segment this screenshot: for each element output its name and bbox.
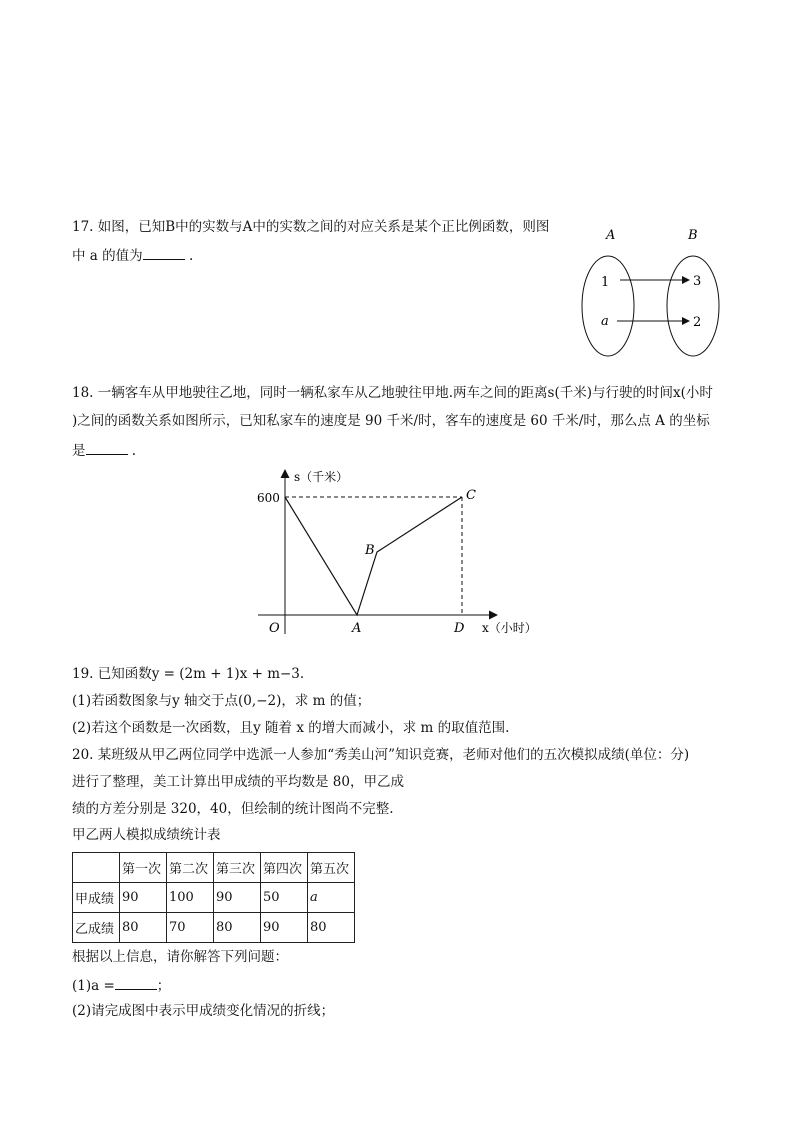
table-row: [73, 883, 355, 913]
q18-line2: )之间的函数关系如图所示，已知私家车的速度是 90 千米/时，客车的速度是 60 千米/时，那么点 A 的坐标: [72, 413, 710, 429]
table-header-cell: 第一次: [120, 853, 167, 883]
point-c-label: C: [466, 488, 476, 503]
table-cell: 80: [214, 913, 261, 943]
table-cell: a: [308, 883, 355, 913]
q18-line3: [72, 440, 136, 460]
point-b-label: B: [365, 543, 375, 558]
q17-line2-text: 中 a 的值为: [72, 248, 143, 264]
mapping-diagram: [575, 222, 735, 362]
q18-line3-end: .: [131, 443, 137, 459]
table-cell: 乙成绩: [73, 913, 120, 943]
table-row: [73, 913, 355, 943]
q17-line2: [72, 245, 193, 265]
q19-line2: (1)若函数图象与y 轴交于点(0,−2)，求 m 的值；: [72, 693, 371, 709]
q20-part1-text: (1)a =: [72, 978, 115, 994]
y-tick-600: 600: [257, 491, 280, 505]
table-cell: 100: [167, 883, 214, 913]
table-cell: 90: [261, 913, 308, 943]
set-b-element-3: 3: [693, 274, 702, 289]
q19-line3: (2)若这个函数是一次函数，且y 随着 x 的增大而减小，求 m 的取值范围.: [72, 720, 510, 736]
set-b-element-2: 2: [693, 315, 702, 330]
scores-table: [72, 852, 355, 943]
set-a-ellipse: [582, 256, 634, 356]
q17-line2-end: .: [188, 248, 194, 264]
table-cell: 甲成绩: [73, 883, 120, 913]
table-header-cell: 第四次: [261, 853, 308, 883]
q20-part2: (2)请完成图中表示甲成绩变化情况的折线；: [72, 1003, 335, 1019]
table-title: 甲乙两人模拟成绩统计表: [72, 827, 221, 843]
q17-answer-blank: [143, 245, 185, 260]
y-axis-label: s（千米）: [294, 470, 349, 484]
q19-line1: 19. 已知函数y = (2m + 1)x + m−3.: [72, 666, 305, 682]
table-cell: 90: [120, 883, 167, 913]
q20-after-table: 根据以上信息，请你解答下列问题：: [72, 949, 288, 965]
distance-time-graph: [250, 462, 550, 640]
q20-part1: [72, 975, 170, 995]
table-cell: 80: [120, 913, 167, 943]
origin-label: O: [269, 621, 280, 636]
q20-line1: 20. 某班级从甲乙两位同学中选派一人参加“秀美山河”知识竞赛，老师对他们的五次模拟成绩(单位：分): [72, 747, 690, 763]
table-header-row: [73, 853, 355, 883]
table-cell: 90: [214, 883, 261, 913]
q18-answer-blank: [86, 440, 128, 455]
set-b-label: B: [688, 228, 698, 243]
q20-part1-blank: [115, 975, 157, 990]
q20-line3: 绩的方差分别是 320，40，但绘制的统计图尚不完整.: [72, 801, 394, 817]
set-a-element-1: 1: [601, 275, 610, 290]
q20-line2: 进行了整理，美工计算出甲成绩的平均数是 80，甲乙成: [72, 774, 404, 790]
q18-line1: 18. 一辆客车从甲地驶往乙地，同时一辆私家车从乙地驶往甲地.两车之间的距离s(千米)与行驶的时间x(小时: [72, 385, 713, 401]
q18-line3-text: 是: [72, 443, 86, 459]
table-header-cell: 第三次: [214, 853, 261, 883]
x-axis-label: x（小时）: [482, 621, 537, 635]
table-cell: 80: [308, 913, 355, 943]
q20-part1-end: ；: [156, 978, 171, 994]
table-cell: 70: [167, 913, 214, 943]
set-a-element-a: a: [601, 314, 609, 329]
q17-line1: 17. 如图，已知B中的实数与A中的实数之间的对应关系是某个正比例函数，则图: [72, 219, 550, 235]
table-header-cell: [73, 853, 120, 883]
set-a-label: A: [606, 228, 616, 243]
point-a-label: A: [352, 621, 362, 636]
table-header-cell: 第五次: [308, 853, 355, 883]
table-header-cell: 第二次: [167, 853, 214, 883]
point-d-label: D: [454, 621, 465, 636]
table-cell: 50: [261, 883, 308, 913]
set-b-ellipse: [667, 256, 719, 356]
